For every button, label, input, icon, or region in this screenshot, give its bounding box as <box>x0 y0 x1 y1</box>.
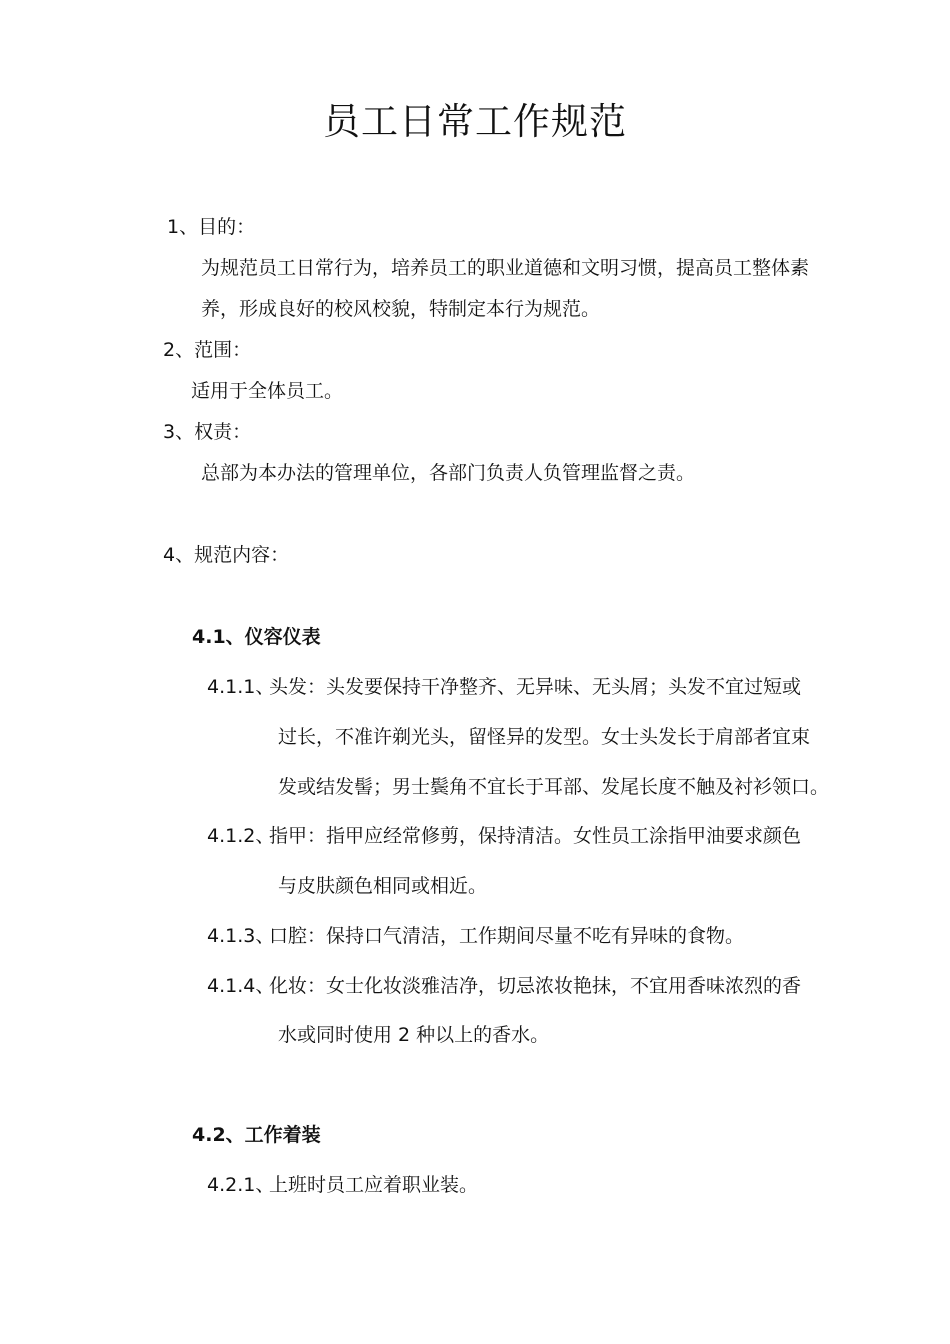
item-line: 头发：头发要保持干净整齐、无异味、无头屑；头发不宜过短或 <box>269 676 802 698</box>
item-number: 4.1.2、 <box>207 825 275 847</box>
item-line: 口腔：保持口气清洁，工作期间尽量不吃有异味的食物。 <box>269 925 745 947</box>
item-number: 4.1.3、 <box>207 925 275 947</box>
purpose-line-2: 养，形成良好的校风校貌，特制定本行为规范。 <box>201 298 601 320</box>
attire-heading: 4.2、工作着装 <box>192 1124 321 1146</box>
item-number: 4.2.1、 <box>207 1174 275 1196</box>
item-number: 4.1.4、 <box>207 975 275 997</box>
item-line: 发或结发髻；男士鬓角不宜长于耳部、发尾长度不触及衬衫领口。 <box>278 776 830 798</box>
item-line: 过长，不准许剃光头，留怪异的发型。女士头发长于肩部者宜束 <box>278 726 811 748</box>
item-line: 与皮肤颜色相同或相近。 <box>278 875 488 897</box>
item-number: 4.1.1、 <box>207 676 275 698</box>
authority-heading: 3、权责： <box>163 421 252 443</box>
item-line: 指甲：指甲应经常修剪，保持清洁。女性员工涂指甲油要求颜色 <box>269 825 802 847</box>
document-title: 员工日常工作规范 <box>323 100 627 143</box>
purpose-line-1: 为规范员工日常行为，培养员工的职业道德和文明习惯，提高员工整体素 <box>201 257 810 279</box>
authority-text: 总部为本办法的管理单位，各部门负责人负管理监督之责。 <box>201 462 696 484</box>
scope-text: 适用于全体员工。 <box>191 380 344 402</box>
item-line: 上班时员工应着职业装。 <box>269 1174 479 1196</box>
purpose-heading: 1、目的： <box>167 216 256 238</box>
item-line: 水或同时使用 2 种以上的香水。 <box>278 1024 550 1046</box>
appearance-heading: 4.1、仪容仪表 <box>192 626 321 648</box>
item-line: 化妆：女士化妆淡雅洁净，切忌浓妆艳抹，不宜用香味浓烈的香 <box>269 975 802 997</box>
scope-heading: 2、范围： <box>163 339 252 361</box>
content-heading: 4、规范内容： <box>163 544 290 566</box>
